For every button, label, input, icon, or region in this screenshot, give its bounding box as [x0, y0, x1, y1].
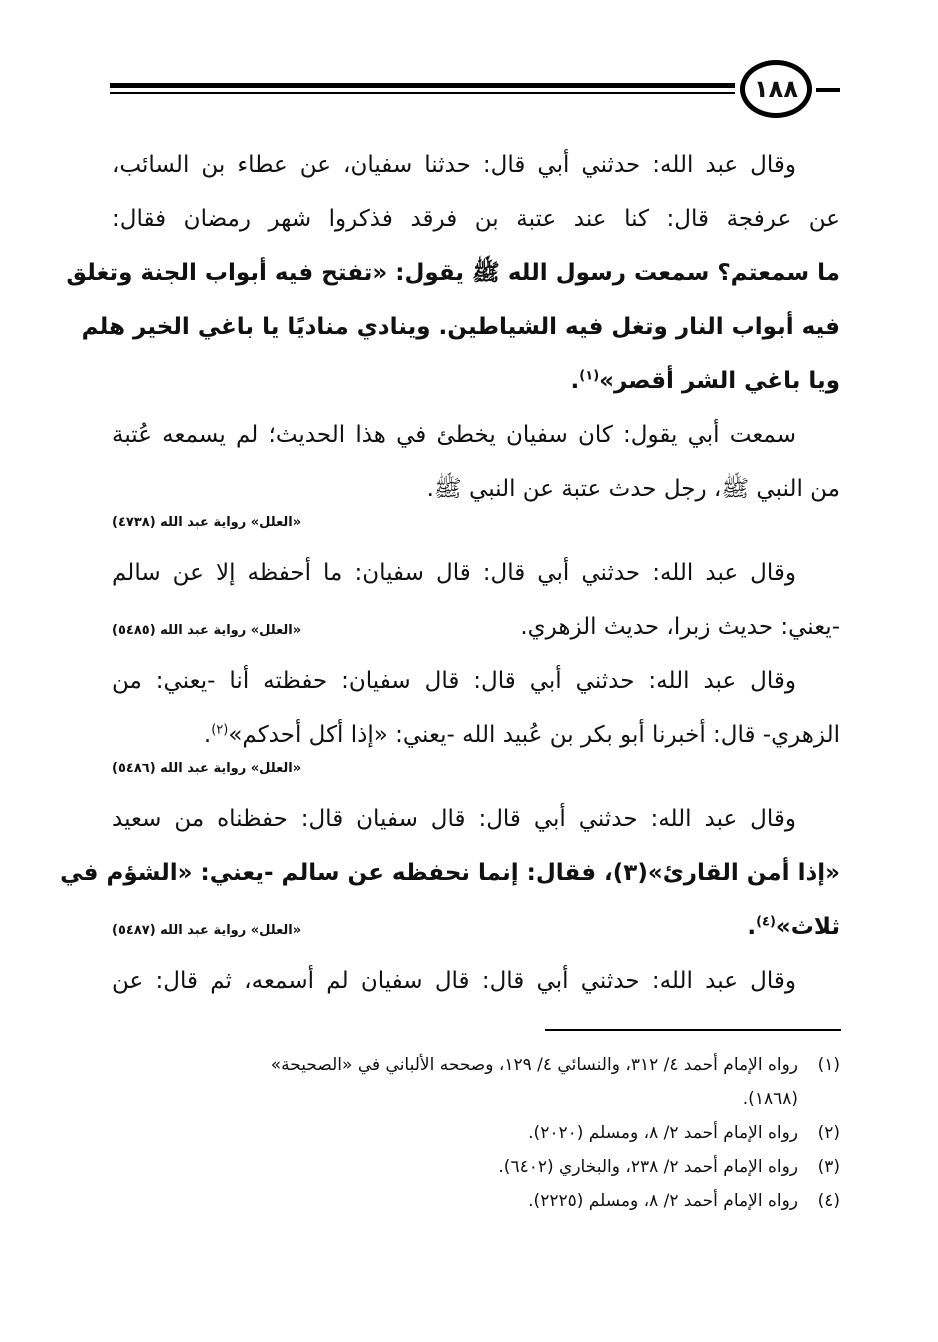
footnote-text: رواه الإمام أحمد ٢/ ٨، ومسلم (٢٢٢٥). [528, 1191, 798, 1211]
paragraph-5 [60, 792, 840, 954]
source-citation: «العلل» رواية عبد الله (٥٤٨٥) [112, 623, 302, 638]
text-line: ثلاث»$^{(٤)}$. «العلل» رواية عبد الله (٥٤٨٧) [112, 914, 840, 940]
footnote-separator [545, 1029, 841, 1031]
footnote-number: (٤) [817, 1191, 840, 1211]
footnote-text: رواه الإمام أحمد ٤/ ٣١٢، والنسائي ٤/ ١٢٩، وصححه الألباني في «الصحيحة» [270, 1055, 798, 1075]
text-line: ما سمعتم؟ سمعت رسول الله ﷺ يقول: «تفتح فيه أبواب الجنة وتغلق [66, 260, 840, 286]
main-text [60, 138, 840, 1008]
text-line: عن عرفجة قال: كنا عند عتبة بن فرقد فذكروا شهر رمضان فقال: [112, 206, 840, 232]
footnote-4 [112, 1184, 840, 1218]
text-line: الزهري- قال: أخبرنا أبو بكر بن عُبيد الله -يعني: «إذا أكل أحدكم»$^{(٢)}$. [203, 722, 840, 748]
source-citation: «العلل» رواية عبد الله (٥٤٨٦) [112, 761, 302, 776]
header-rule-end [816, 88, 840, 92]
text-line: وقال عبد الله: حدثني أبي قال: قال سفيان: حفظته أنا -يعني: من [112, 668, 796, 694]
paragraph-4 [112, 654, 840, 780]
footnote-text-cont: (١٨٦٨). [742, 1089, 798, 1109]
text-line: «إذا أمن القارئ»(٣)، فقال: إنما نحفظه عن سالم -يعني: «الشؤم في [60, 860, 840, 886]
text-line: فيه أبواب النار وتغل فيه الشياطين. وينادي مناديًا يا باغي الخير هلم [81, 314, 840, 340]
footnote-number: (١) [817, 1055, 840, 1075]
text-line: وقال عبد الله: حدثني أبي قال: حدثنا سفيان، عن عطاء بن السائب، [112, 152, 796, 178]
paragraph-1 [66, 138, 840, 408]
footnote-number: (٢) [817, 1123, 840, 1143]
footnote-ref[interactable]: (٢) [211, 722, 229, 738]
text-line: ويا باغي الشر أقصر»$^{(١)}$. [570, 368, 840, 394]
paragraph-3 [112, 546, 840, 654]
footnote-2 [112, 1116, 840, 1150]
paragraph-6 [112, 954, 840, 1008]
footnote-text: رواه الإمام أحمد ٢/ ٨، ومسلم (٢٠٢٠). [528, 1123, 798, 1143]
footnote-1 [112, 1048, 840, 1116]
text-line: وقال عبد الله: حدثني أبي قال: قال سفيان لم أسمعه، ثم قال: عن [112, 968, 796, 994]
footnote-number: (٣) [817, 1157, 840, 1177]
page-number: ١٨٨ [740, 60, 812, 118]
text-line: -يعني: حديث زبرا، حديث الزهري. «العلل» رواية عبد الله (٥٤٨٥) [112, 614, 840, 640]
text-line: وقال عبد الله: حدثني أبي قال: قال سفيان قال: حفظناه من سعيد [112, 806, 796, 832]
text-line: سمعت أبي يقول: كان سفيان يخطئ في هذا الحديث؛ لم يسمعه عُتبة [112, 422, 796, 448]
footnote-ref[interactable]: (٤) [756, 914, 776, 930]
text-line: وقال عبد الله: حدثني أبي قال: قال سفيان: ما أحفظه إلا عن سالم [112, 560, 796, 586]
paragraph-2 [112, 408, 840, 534]
footnote-3 [112, 1150, 840, 1184]
text-line: من النبي ﷺ، رجل حدث عتبة عن النبي ﷺ. [426, 476, 840, 502]
page-header [110, 60, 840, 130]
source-citation: «العلل» رواية عبد الله (٤٧٣٨) [112, 515, 302, 530]
footnote-text: رواه الإمام أحمد ٢/ ٢٣٨، والبخاري (٦٤٠٢). [498, 1157, 798, 1177]
header-rule [110, 83, 735, 97]
footnotes [112, 1048, 840, 1218]
source-citation: «العلل» رواية عبد الله (٥٤٨٧) [112, 923, 302, 938]
footnote-ref[interactable]: (١) [579, 368, 600, 384]
